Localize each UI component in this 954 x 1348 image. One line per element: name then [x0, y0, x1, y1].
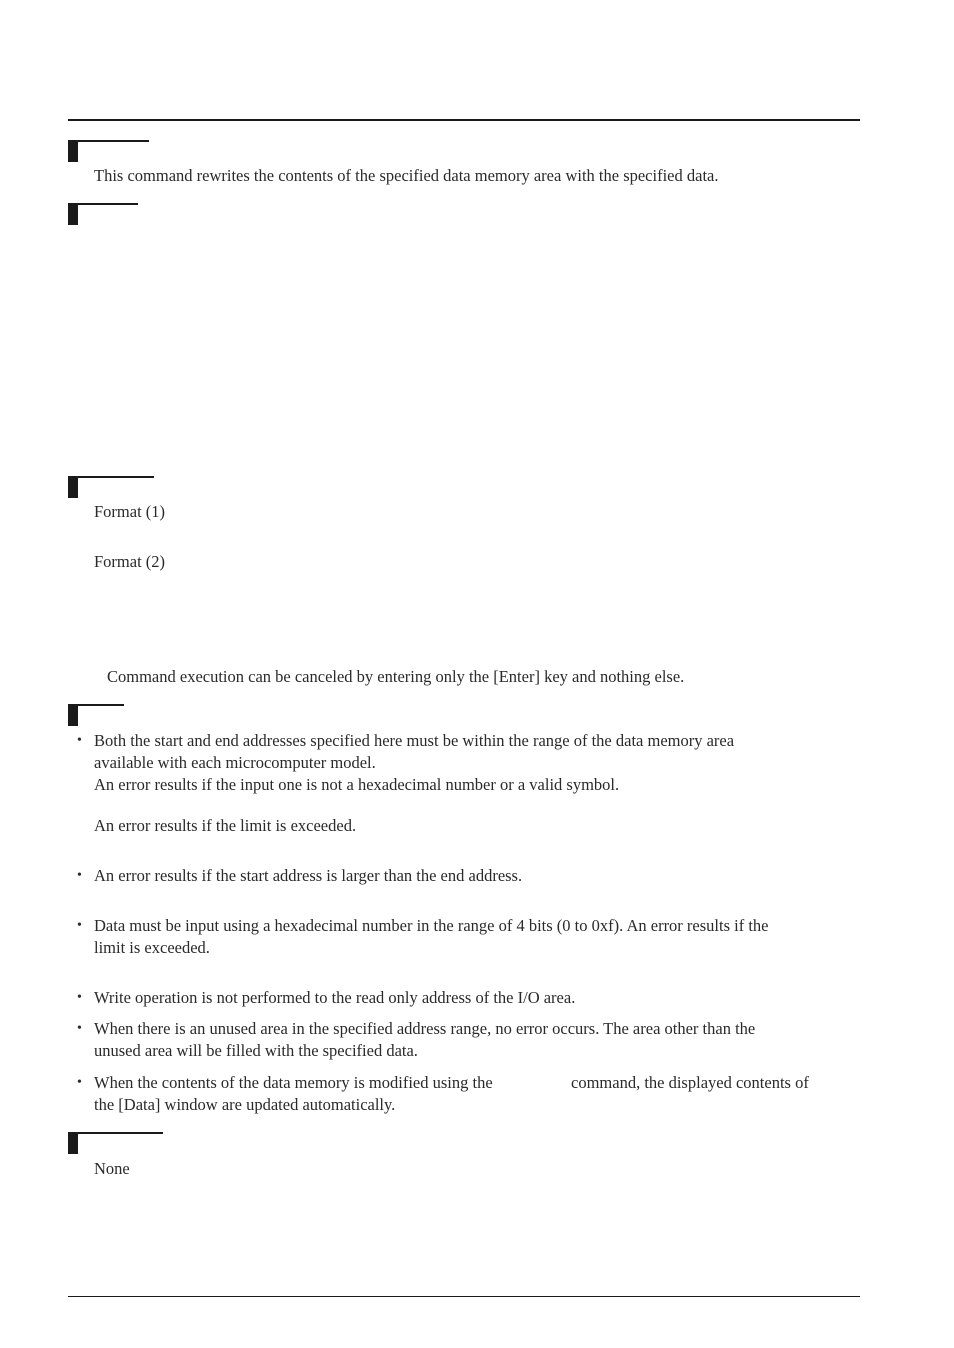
function-description: This command rewrites the contents of the specified data memory area with the specified data.: [94, 166, 719, 185]
note-2: An error results if the start address is larger than the end address.: [94, 866, 523, 885]
bullet-dot: •: [77, 868, 82, 883]
gui-utility-text: None: [94, 1159, 130, 1178]
section-marker-line: [68, 140, 149, 142]
section-marker-bar: [68, 476, 78, 498]
bullet-dot: •: [77, 1021, 82, 1036]
section-marker-bar: [68, 203, 78, 225]
note-1-line-4: An error results if the limit is exceeded.: [94, 816, 357, 835]
note-6-line-1a: When the contents of the data memory is modified using the: [94, 1073, 493, 1092]
note-3-line-2: limit is exceeded.: [94, 938, 210, 957]
section-marker-line: [68, 1132, 163, 1134]
section-marker-line: [68, 203, 138, 205]
note-6-line-1b: command, the displayed contents of: [571, 1073, 809, 1092]
section-marker-bar: [68, 1132, 78, 1154]
bullet-dot: •: [77, 990, 82, 1005]
note-5-line-1: When there is an unused area in the specified address range, no error occurs. The area other than the: [94, 1019, 756, 1038]
section-marker-bar: [68, 140, 78, 162]
footer-rule: [68, 1296, 860, 1297]
note-6-line-2: the [Data] window are updated automatically.: [94, 1095, 396, 1114]
header-rule: [68, 119, 860, 121]
note-4: Write operation is not performed to the read only address of the I/O area.: [94, 988, 576, 1007]
bullet-dot: •: [77, 918, 82, 933]
bullet-dot: •: [77, 733, 82, 748]
section-marker-line: [68, 704, 124, 706]
note-1-line-3: An error results if the input one is not a hexadecimal number or a valid symbol.: [94, 775, 620, 794]
note-1-line-2: available with each microcomputer model.: [94, 753, 376, 772]
format1-label: Format (1): [94, 502, 166, 521]
format2-label: Format (2): [94, 552, 166, 571]
cancel-note: Command execution can be canceled by entering only the [Enter] key and nothing else.: [107, 667, 685, 686]
note-5-line-2: unused area will be filled with the specified data.: [94, 1041, 418, 1060]
note-3-line-1: Data must be input using a hexadecimal number in the range of 4 bits (0 to 0xf). An error results if the: [94, 916, 769, 935]
note-1-line-1: Both the start and end addresses specified here must be within the range of the data memory area: [94, 731, 735, 750]
section-marker-line: [68, 476, 154, 478]
section-marker-bar: [68, 704, 78, 726]
bullet-dot: •: [77, 1075, 82, 1090]
